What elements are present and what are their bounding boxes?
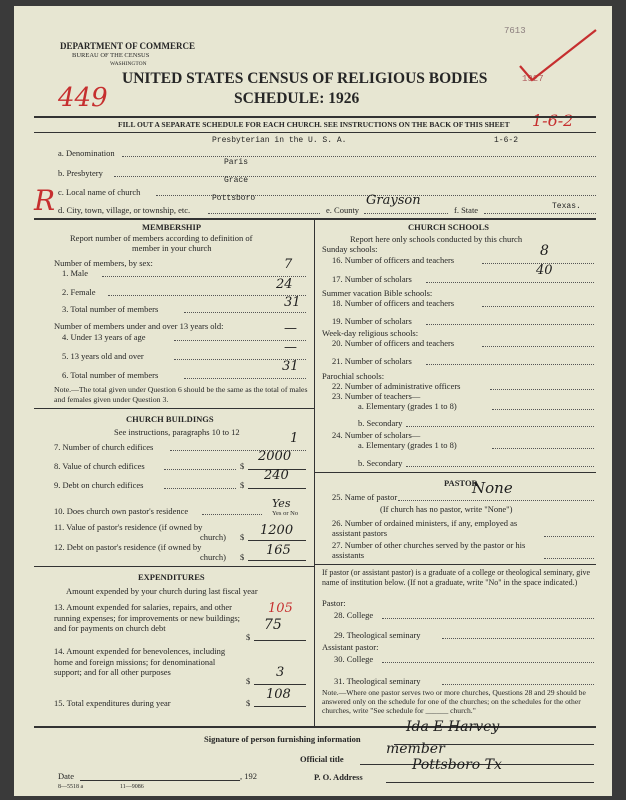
date-label: Date [58,771,75,781]
q19-label: 19. Number of scholars [332,316,412,326]
q26-label: 26. Number of ordained ministers, if any, employed as assistant pastors [332,518,518,538]
county-label: e. County [326,205,360,215]
q16-label: 16. Number of officers and teachers [332,255,455,265]
q15-value: 108 [266,687,291,702]
state-value: Texas. [552,202,581,211]
schools-heading: CHURCH SCHOOLS [408,222,489,232]
graduate-note: If pastor (or assistant pastor) is a graduate of a college or theological seminary, give name of institution below. (If not a graduate, write "No" in the space indicated.) [322,568,591,587]
q18-label: 18. Number of officers and teachers [332,298,455,308]
q11-label-2: church) [200,532,226,542]
q25-value: None [472,479,513,497]
q7-value: 1 [290,431,299,446]
q13-value: 75 [264,617,282,633]
q14-label: 14. Amount expended for benevolences, including home and foreign missions; for denominational support; and for all other purposes [54,646,226,677]
city-label: d. City, town, village, or township, etc. [58,205,191,215]
q15-dollar: $ [246,698,251,708]
q4-value: — [284,321,297,336]
q31-label: 31. Theological seminary [334,676,421,686]
bureau-label: BUREAU OF THE CENSUS [72,52,150,59]
q20-label: 20. Number of officers and teachers [332,338,455,348]
q9-value: 240 [264,468,289,483]
q24a-label: a. Elementary (grades 1 to 8) [358,440,457,450]
q25-label: 25. Name of pastor [332,492,398,502]
q23b-label: b. Secondary [358,418,403,428]
q24b-label: b. Secondary [358,458,403,468]
form-title: UNITED STATES CENSUS OF RELIGIOUS BODIES [122,70,488,87]
q11-label: 11. Value of pastor's residence (if owned by [54,522,203,532]
city-value: Pottsboro [212,194,256,203]
margin-mark: R [34,184,56,217]
q12-label: 12. Debt on pastor's residence (if owned by [54,542,202,552]
q4-label: 4. Under 13 years of age [62,332,146,342]
q16-value: 8 [540,243,549,259]
department-label: DEPARTMENT OF COMMERCE [60,41,196,51]
pastor-heading: PASTOR [444,478,478,488]
city-label: WASHINGTON [110,61,147,67]
q12-dollar: $ [240,552,245,562]
q7-label: 7. Number of church edifices [54,442,154,452]
q11-value: 1200 [260,523,294,538]
q6-value: 31 [282,359,299,374]
schools-sub: Report here only schools conducted by this church [350,234,523,244]
q2-value: 24 [276,277,293,292]
q10-value: Yes [272,497,291,510]
q8-value: 2000 [258,449,292,464]
q29-label: 29. Theological seminary [334,630,421,640]
q12-label-2: church) [200,552,226,562]
pastor-note: Note.—Where one pastor serves two or more churches, Questions 28 and 29 should be answered only on the schedule for one of the churches; on the schedules for the other churches, write "See schedule for ______ church." [322,688,586,715]
q14-dollar: $ [246,676,251,686]
po-address-label: P. O. Address [314,772,363,782]
q12-value: 165 [266,543,291,558]
q10-hint: Yes or No [272,510,299,517]
q22-label: 22. Number of administrative officers [332,381,461,391]
q10-label: 10. Does church own pastor's residence [54,506,189,516]
denomination-code: 1-6-2 [494,136,519,145]
form-number-2: 11—9086 [120,784,144,790]
q24-label: 24. Number of scholars— [332,430,421,440]
q3-value: 31 [284,295,301,310]
checkmark-icon [516,24,600,84]
census-schedule-sheet [14,6,612,796]
q1-label: 1. Male [62,268,88,278]
official-title-label: Official title [300,754,344,764]
buildings-sub: See instructions, paragraphs 10 to 12 [114,427,240,437]
members-by-sex-label: Number of members, by sex: [54,258,153,268]
q17-label: 17. Number of scholars [332,274,412,284]
official-title-value: member [386,741,445,757]
handwritten-number: 449 [58,83,108,113]
instruction-line: FILL OUT A SEPARATE SCHEDULE FOR EACH CHURCH. SEE INSTRUCTIONS ON THE BACK OF THIS SHEET [118,120,510,129]
q5-label: 5. 13 years old and over [62,351,144,361]
stamp-date: 1927 [522,74,544,84]
q6-label: 6. Total number of members [62,370,159,380]
buildings-heading: CHURCH BUILDINGS [126,414,214,424]
assistant-pastor-label: Assistant pastor: [322,642,379,652]
signature-label: Signature of person furnishing information [204,734,361,744]
county-value: Grayson [366,193,421,208]
q17-value: 40 [536,263,553,278]
q9-label: 9. Debt on church edifices [54,480,144,490]
schedule-title: SCHEDULE: 1926 [234,90,360,107]
pastor-sub-label: Pastor: [322,598,346,608]
local-name-label: c. Local name of church [58,187,141,197]
q13-correction: 105 [268,601,293,616]
membership-heading: MEMBERSHIP [142,222,202,232]
denomination-label: a. Denomination [58,148,115,158]
q25-note: (If church has no pastor, write "None") [380,504,513,514]
q8-dollar: $ [240,461,245,471]
local-name-value: Grace [224,176,249,185]
q1-value: 7 [284,257,293,272]
state-label: f. State [454,205,479,215]
q28-label: 28. College [334,610,374,620]
q27-label: 27. Number of other churches served by the pastor or his assistants [332,540,526,560]
q11-dollar: $ [240,532,245,542]
presbytery-label: b. Presbytery [58,168,103,178]
date-year: , 192 [240,771,257,781]
q14-value: 3 [276,665,285,680]
q8-label: 8. Value of church edifices [54,461,145,471]
q5-value: — [284,340,297,355]
expenditures-sub: Amount expended by your church during last fiscal year [66,586,258,596]
sunday-schools-label: Sunday schools: [322,244,378,254]
denomination-value: Presbyterian in the U. S. A. [212,136,347,145]
parochial-schools-label: Parochial schools: [322,371,385,381]
handwritten-code: 1-6-2 [532,111,574,130]
q13-dollar: $ [246,632,251,642]
q3-label: 3. Total number of members [62,304,159,314]
vacation-schools-label: Summer vacation Bible schools: [322,288,433,298]
q23a-label: a. Elementary (grades 1 to 8) [358,401,457,411]
membership-intro-1: Report number of members according to definition of [70,233,253,243]
form-number: 8—5518 a [58,784,84,790]
membership-intro-2: member in your church [132,243,212,253]
q2-label: 2. Female [62,287,96,297]
expenditures-heading: EXPENDITURES [138,572,205,582]
signature-value: Ida E Harvey [406,719,500,735]
presbytery-value: Paris [224,158,249,167]
weekday-schools-label: Week-day religious schools: [322,328,419,338]
age-intro-label: Number of members under and over 13 years old: [54,321,224,331]
q21-label: 21. Number of scholars [332,356,412,366]
q30-label: 30. College [334,654,374,664]
q23-label: 23. Number of teachers— [332,391,421,401]
po-address-value: Pottsboro Tx [412,757,502,773]
q13-label: 13. Amount expended for salaries, repairs, and other running expenses; for improvements or new buildings; and for payments on church debt [54,602,241,633]
membership-note: Note.—The total given under Question 6 should be the same as the total of males and females given under Question 3. [54,385,308,404]
stamp-number: 7613 [504,26,526,36]
q9-dollar: $ [240,480,245,490]
q15-label: 15. Total expenditures during year [54,698,171,708]
